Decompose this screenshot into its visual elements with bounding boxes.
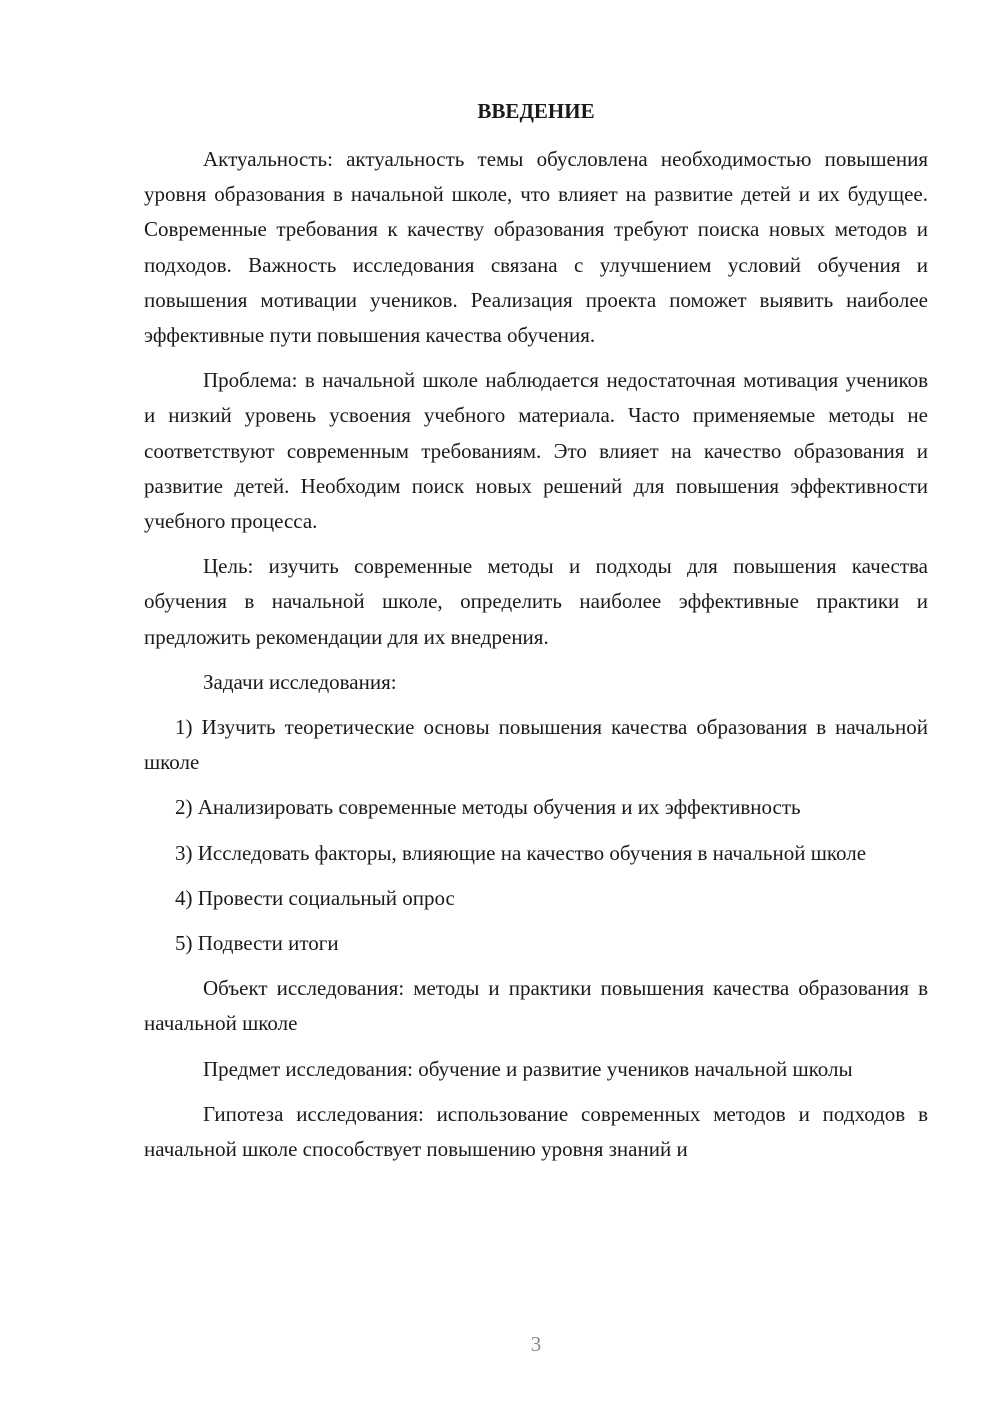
subject-paragraph: Предмет исследования: обучение и развитие учеников начальной школы [203, 1056, 853, 1081]
task-item-5: 5) Подвести итоги [175, 931, 339, 956]
task-item-3: 3) Исследовать факторы, влияющие на качество обучения в начальной школе [175, 840, 867, 865]
task-item-2: 2) Анализировать современные методы обучения и их эффективность [175, 795, 801, 820]
task-item-1: 1) Изучить теоретические основы повышения качества образования в начальной школе [144, 715, 928, 775]
object-paragraph: Объект исследования: методы и практики повышения качества образования в начальной школе [144, 976, 928, 1036]
page-number: 3 [530, 1332, 542, 1356]
problem-paragraph: Проблема: в начальной школе наблюдается недостаточная мотивация учеников и низкий уровень усвоения учебного материала. Часто применяемые методы не соответствуют современным требованиям. Это влияет на качество образования и развитие детей. Необходим поиск новых решений для повышения эффективности учебного процесса. [144, 368, 928, 534]
hypothesis-paragraph: Гипотеза исследования: использование современных методов и подходов в начальной школе способствует повышению уровня знаний и [144, 1101, 928, 1162]
document-title: ВВЕДЕНИЕ [477, 99, 595, 123]
tasks-heading: Задачи исследования: [203, 669, 397, 694]
task-item-4: 4) Провести социальный опрос [175, 885, 455, 910]
goal-paragraph: Цель: изучить современные методы и подходы для повышения качества обучения в начальной школе, определить наиболее эффективные практики и предложить рекомендации для их внедрения. [144, 554, 928, 649]
relevance-paragraph: Актуальность: актуальность темы обусловлена необходимостью повышения уровня образования в начальной школе, что влияет на развитие детей и их будущее. Современные требования к качеству образования требуют поиска новых методов и подходов. Важность исследования связана с улучшением условий обучения и повышения мотивации учеников. Реализация проекта поможет выявить наиболее эффективные пути повышения качества обучения. [144, 147, 928, 348]
document-page [144, 94, 928, 1177]
